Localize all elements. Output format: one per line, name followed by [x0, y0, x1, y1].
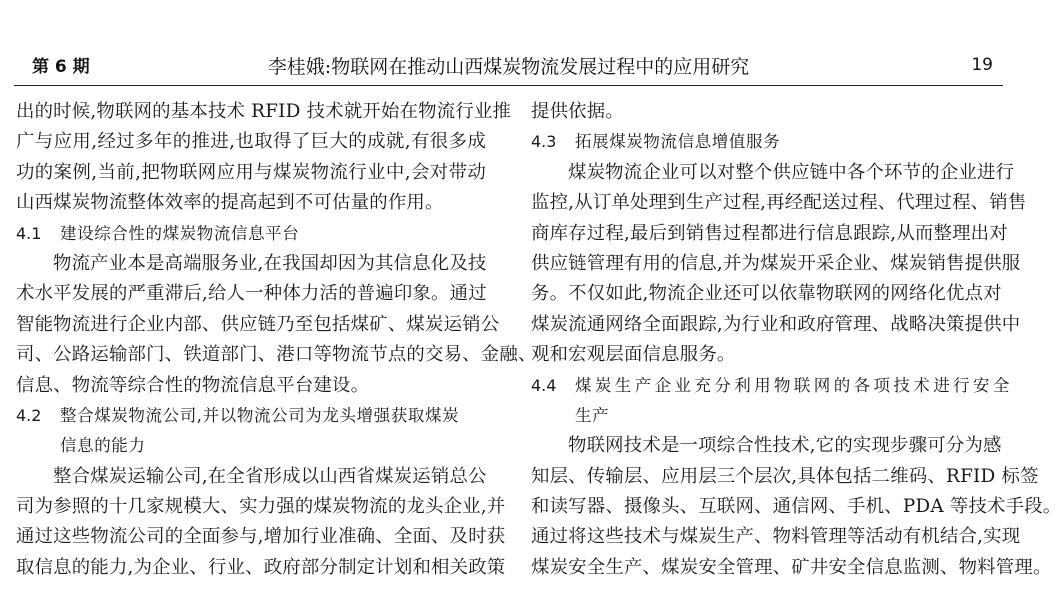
paragraph-4-2 — [16, 462, 506, 584]
section-title: 生产 — [575, 405, 610, 425]
section-title: 拓展煤炭物流信息增值服务 — [575, 132, 781, 152]
text-line: 术水平发展的严重滞后,给人一种体力活的普遍印象。通过 — [16, 283, 487, 305]
paragraph-4-4 — [531, 431, 1061, 583]
section-title: 信息的能力 — [60, 436, 146, 456]
text-line: 功的案例,当前,把物联网应用与煤炭物流行业中,会对带动 — [16, 161, 486, 183]
paragraph-intro-continued — [16, 97, 512, 219]
text-line: 和读写器、摄像头、互联网、通信网、手机、PDA 等技术手段。 — [531, 496, 1061, 518]
text-line: 司为参照的十几家规模大、实力强的煤炭物流的龙头企业,并 — [16, 496, 506, 518]
text-line: 广与应用,经过多年的推进,也取得了巨大的成就,有很多成 — [16, 131, 486, 153]
section-title: 煤炭生产企业充分利用物联网的各项技术进行安全 — [575, 375, 1013, 395]
paragraph-4-3 — [531, 158, 1027, 371]
running-header — [14, 46, 1003, 86]
text-line: 监控,从订单处理到生产过程,再经配送过程、代理过程、销售 — [531, 192, 1027, 214]
section-heading-4-4 — [531, 371, 1013, 401]
section-title: 整合煤炭物流公司,并以物流公司为龙头增强获取煤炭 — [60, 405, 460, 425]
left-column — [16, 97, 537, 583]
page-number: 19 — [971, 55, 993, 75]
paragraph-4-2-continued — [531, 97, 1001, 127]
section-number: 4.4 — [531, 375, 557, 395]
paragraph-4-1 — [16, 249, 537, 401]
text-line: 山西煤炭物流整体效率的提高起到不可估量的作用。 — [16, 192, 444, 214]
text-line: 供应链管理有用的信息,并为煤炭开采企业、煤炭销售提供服 — [531, 252, 1021, 274]
section-heading-4-2 — [16, 401, 486, 431]
running-title: 李桂娥:物联网在推动山西煤炭物流发展过程中的应用研究 — [267, 56, 750, 78]
section-number: 4.1 — [16, 223, 42, 243]
text-line: 司、公路运输部门、铁道部门、港口等物流节点的交易、金融、 — [16, 344, 537, 366]
section-heading-4-2-continued — [16, 431, 486, 461]
section-number: 4.2 — [16, 405, 42, 425]
text-line: 煤炭物流企业可以对整个供应链中各个环节的企业进行 — [568, 161, 1015, 183]
text-line: 出的时候,物联网的基本技术 RFID 技术就开始在物流行业推 — [16, 101, 512, 122]
text-line: 物流产业本是高端服务业,在我国却因为其信息化及技 — [53, 252, 487, 274]
text-line: 煤炭安全生产、煤炭安全管理、矿井安全信息监测、物料管理。 — [531, 556, 1052, 578]
section-title: 建设综合性的煤炭物流信息平台 — [60, 223, 300, 243]
text-line: 通过这些物流公司的全面参与,增加行业准确、全面、及时获 — [16, 526, 506, 548]
text-line: 整合煤炭运输公司,在全省形成以山西省煤炭运销总公 — [53, 465, 487, 487]
text-line: 智能物流进行企业内部、供应链乃至包括煤矿、煤炭运销公 — [16, 313, 500, 335]
text-line: 观和宏观层面信息服务。 — [531, 344, 736, 366]
section-heading-4-4-continued — [531, 401, 1001, 431]
section-heading-4-3 — [531, 127, 1001, 157]
section-number: 4.3 — [531, 132, 557, 152]
text-line: 取信息的能力,为企业、行业、政府部分制定计划和相关政策 — [16, 556, 506, 578]
text-line: 信息、物流等综合性的物流信息平台建设。 — [16, 374, 370, 396]
text-line: 煤炭流通网络全面跟踪,为行业和政府管理、战略决策提供中 — [531, 313, 1021, 335]
text-line: 通过将这些技术与煤炭生产、物料管理等活动有机结合,实现 — [531, 526, 1021, 548]
header-rule — [14, 85, 1003, 86]
text-line: 务。不仅如此,物流企业还可以依靠物联网的网络化优点对 — [531, 283, 1002, 305]
section-heading-4-1 — [16, 219, 486, 249]
text-line: 物联网技术是一项综合性技术,它的实现步骤可分为感 — [568, 435, 1002, 457]
right-column — [531, 97, 1061, 583]
text-line: 商库存过程,最后到销售过程都进行信息跟踪,从而整理出对 — [531, 222, 1008, 244]
text-line: 提供依据。 — [531, 101, 624, 122]
text-line: 知层、传输层、应用层三个层次,具体包括二维码、RFID 标签 — [531, 465, 1039, 487]
issue-label: 第 6 期 — [32, 57, 90, 77]
